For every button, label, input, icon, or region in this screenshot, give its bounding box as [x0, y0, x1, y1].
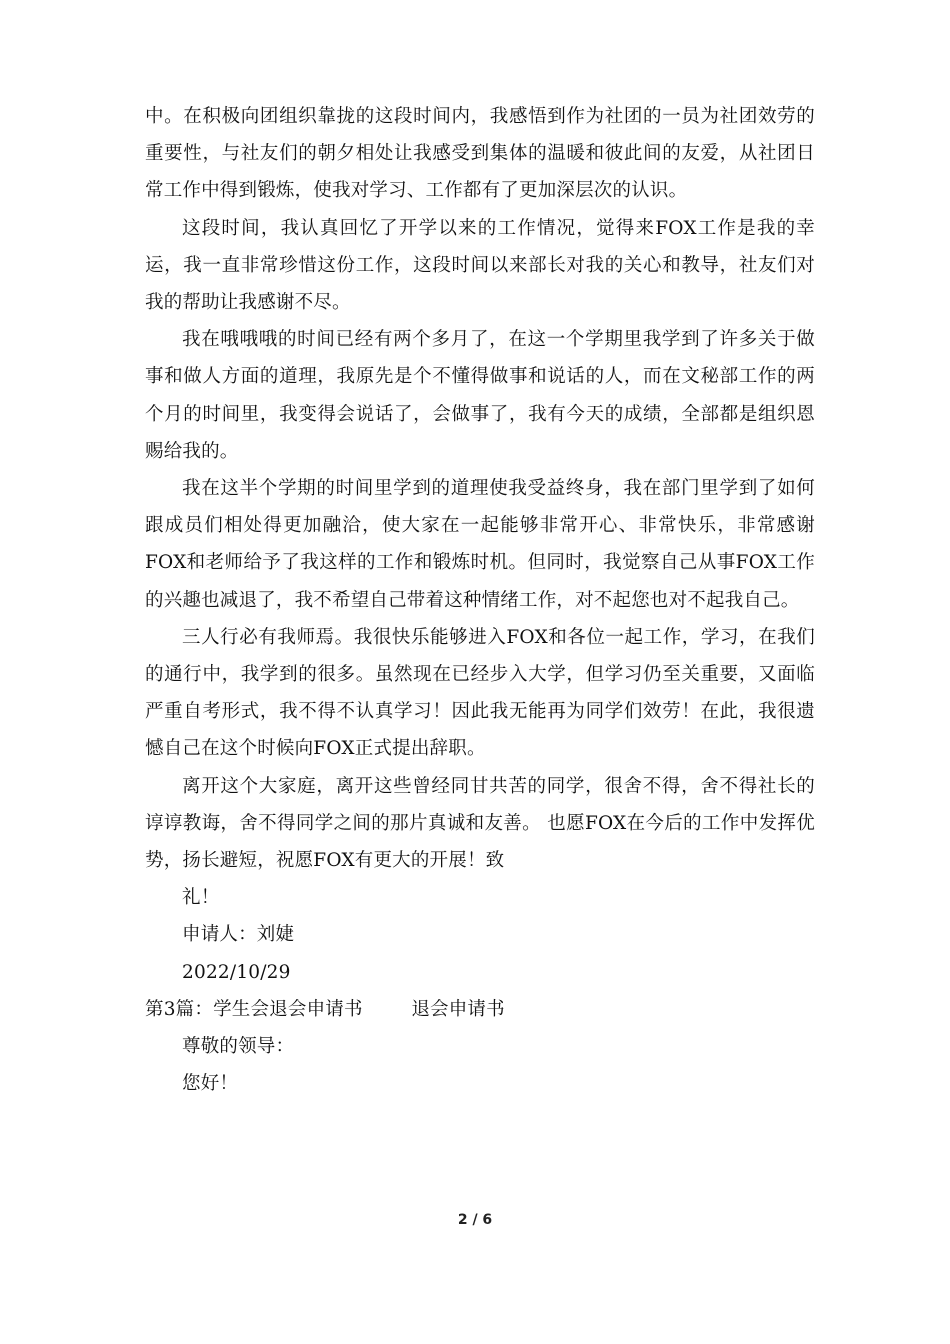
- paragraph-5: 三人行必有我师焉。我很快乐能够进入FOX和各位一起工作，学习，在我们的通行中，我学到的很多。虽然现在已经步入大学，但学习仍至关重要，又面临严重自考形式，我不得不认真学习！因此我无能再为同学们效劳！在此，我很遗憾自己在这个时候向FOX正式提出辞职。: [145, 626, 815, 760]
- section-heading: 第3篇：学生会退会申请书 退会申请书: [145, 998, 505, 1020]
- closing-line: 礼！: [182, 887, 220, 909]
- salutation-line: 尊敬的领导：: [182, 1036, 295, 1058]
- paragraph-1: 中。在积极向团组织靠拢的这段时间内，我感悟到作为社团的一员为社团效劳的重要性，与社友们的朝夕相处让我感受到集体的温暖和彼此间的友爱，从社团日常工作中得到锻炼，使我对学习、工作都有了更加深层次的认识。: [145, 106, 815, 202]
- document-body: [145, 98, 815, 1102]
- applicant-line: 申请人：刘婕: [182, 924, 295, 946]
- page-indicator: 2 / 6: [457, 1212, 493, 1228]
- paragraph-2: 这段时间，我认真回忆了开学以来的工作情况，觉得来FOX工作是我的幸运，我一直非常珍惜这份工作，这段时间以来部长对我的关心和教导，社友们对我的帮助让我感谢不尽。: [145, 217, 815, 314]
- greeting-line: 您好！: [182, 1073, 239, 1095]
- paragraph-6: 离开这个大家庭，离开这些曾经同甘共苦的同学，很舍不得，舍不得社长的谆谆教诲，舍不得同学之间的那片真诚和友善。 也愿FOX在今后的工作中发挥优势，扬长避短，祝愿FOX有更大的开展！致: [145, 775, 815, 872]
- paragraph-3: 我在哦哦哦的时间已经有两个多月了，在这一个学期里我学到了许多关于做事和做人方面的道理，我原先是个不懂得做事和说话的人，而在文秘部工作的两个月的时间里，我变得会说话了，会做事了，我有今天的成绩，全部都是组织恩赐给我的。: [145, 329, 815, 462]
- date-line: 2022/10/29: [182, 961, 291, 983]
- paragraph-4: 我在这半个学期的时间里学到的道理使我受益终身，我在部门里学到了如何跟成员们相处得更加融洽，使大家在一起能够非常开心、非常快乐，非常感谢FOX和老师给予了我这样的工作和锻炼时机。但同时，我觉察自己从事FOX工作的兴趣也减退了，我不希望自己带着这种情绪工作，对不起您也对不起我自己。: [145, 478, 815, 611]
